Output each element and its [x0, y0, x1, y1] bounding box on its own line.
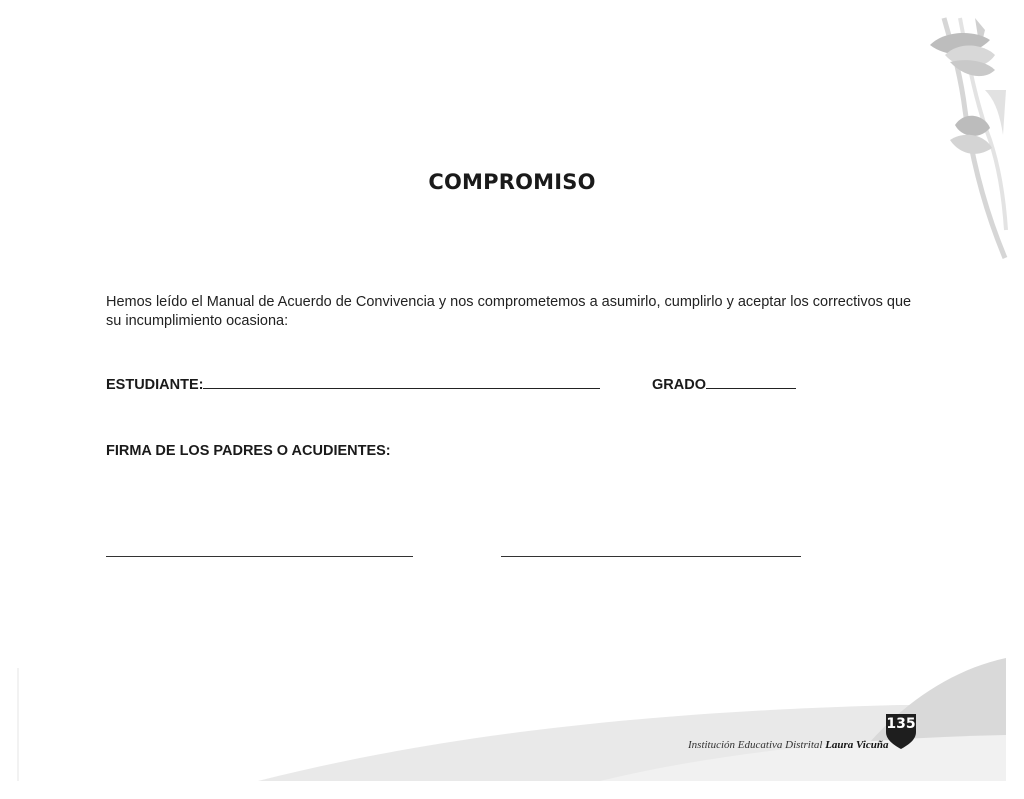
- floral-ornament-icon: [930, 18, 1006, 258]
- institution-name: Laura Vicuña: [825, 739, 889, 751]
- page-number: 135: [886, 716, 916, 732]
- institution-footer: [688, 739, 888, 751]
- institution-prefix: Institución Educativa Distrital: [688, 739, 823, 751]
- grade-label: GRADO: [652, 377, 706, 393]
- grade-line[interactable]: [706, 377, 796, 389]
- student-label: ESTUDIANTE:: [106, 377, 204, 393]
- student-field: [106, 377, 600, 393]
- commitment-paragraph: Hemos leído el Manual de Acuerdo de Convivencia y nos comprometemos a asumirlo, cumplirlo y aceptar los correctivos que su incumplimiento ocasiona:: [106, 294, 912, 329]
- page-title: COMPROMISO: [428, 170, 596, 194]
- signature-line-2[interactable]: [501, 556, 801, 557]
- grade-field: [652, 377, 796, 393]
- signature-label: FIRMA DE LOS PADRES O ACUDIENTES:: [106, 443, 391, 459]
- signature-line-1[interactable]: [106, 556, 413, 557]
- student-name-line[interactable]: [203, 377, 600, 389]
